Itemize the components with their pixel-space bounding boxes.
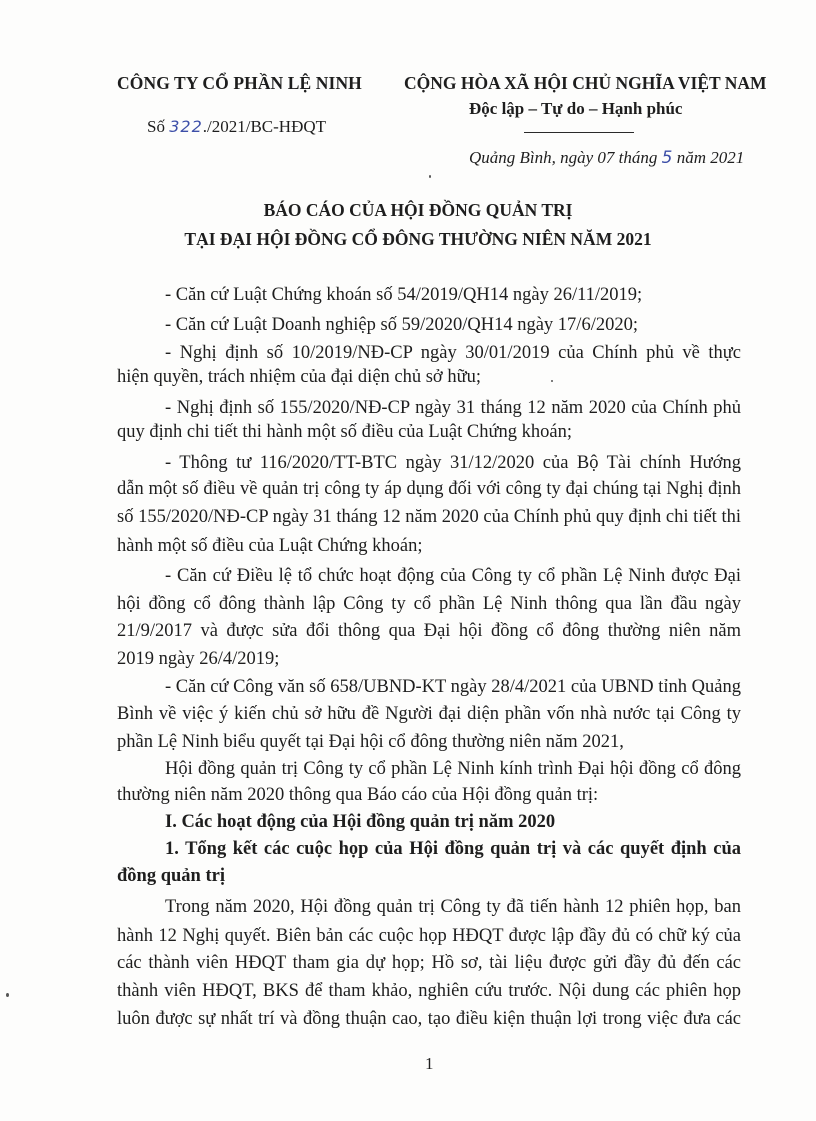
body-line: hành 12 Nghị quyết. Biên bản các cuộc họp HĐQT được lập đầy đủ có chữ ký của bbox=[117, 926, 741, 946]
company-name: CÔNG TY CỔ PHẦN LỆ NINH bbox=[117, 73, 362, 93]
page-number: 1 bbox=[425, 1054, 434, 1073]
body-line: Bình về việc ý kiến chủ sở hữu đề Người đại diện phần vốn nhà nước tại Công ty bbox=[117, 704, 741, 724]
report-title-line-1: BÁO CÁO CỦA HỘI ĐỒNG QUẢN TRỊ bbox=[263, 200, 573, 220]
body-line: Trong năm 2020, Hội đồng quản trị Công ty đã tiến hành 12 phiên họp, ban bbox=[165, 897, 741, 917]
body-line: các thành viên HĐQT tham gia dự họp; Hồ sơ, tài liệu được gửi đầy đủ đến các bbox=[117, 953, 741, 973]
place-and-date bbox=[469, 148, 744, 168]
subsection-heading-continued: đồng quản trị bbox=[117, 866, 225, 886]
body-line: hội đồng cổ đông thành lập Công ty cổ phần Lệ Ninh thông qua lần đầu ngày bbox=[117, 594, 741, 614]
scan-speck bbox=[6, 993, 9, 997]
body-line: luôn được sự nhất trí và đồng thuận cao, tạo điều kiện thuận lợi trong việc đưa các bbox=[117, 1009, 741, 1029]
doc-number-suffix: ./2021/BC-HĐQT bbox=[202, 117, 327, 136]
body-line: 21/9/2017 và được sửa đổi thông qua Đại hội đồng cổ đông thường niên năm bbox=[117, 621, 741, 641]
body-line: số 155/2020/NĐ-CP ngày 31 tháng 12 năm 2020 của Chính phủ quy định chi tiết thi bbox=[117, 507, 741, 527]
section-heading: I. Các hoạt động của Hội đồng quản trị năm 2020 bbox=[165, 812, 556, 832]
body-line: - Nghị định số 155/2020/NĐ-CP ngày 31 tháng 12 năm 2020 của Chính phủ bbox=[165, 398, 741, 418]
report-title-line-2: TẠI ĐẠI HỘI ĐỒNG CỔ ĐÔNG THƯỜNG NIÊN NĂM 2021 bbox=[184, 229, 652, 249]
body-line: - Thông tư 116/2020/TT-BTC ngày 31/12/2020 của Bộ Tài chính Hướng bbox=[165, 453, 741, 473]
date-prefix: Quảng Bình, ngày 07 tháng bbox=[469, 148, 662, 167]
document-number bbox=[147, 117, 326, 137]
body-line: Hội đồng quản trị Công ty cổ phần Lệ Ninh kính trình Đại hội đồng cổ đông bbox=[165, 759, 741, 779]
body-line: - Căn cứ Công văn số 658/UBND-KT ngày 28/4/2021 của UBND tỉnh Quảng bbox=[165, 677, 741, 697]
body-line: thành viên HĐQT, BKS để tham khảo, nghiên cứu trước. Nội dung các phiên họp bbox=[117, 981, 741, 1001]
body-line: hiện quyền, trách nhiệm của đại diện chủ sở hữu; bbox=[117, 367, 482, 387]
body-line: quy định chi tiết thi hành một số điều của Luật Chứng khoán; bbox=[117, 422, 572, 442]
body-line: dẫn một số điều về quản trị công ty áp dụng đối với công ty đại chúng tại Nghị định bbox=[117, 479, 741, 499]
national-motto: Độc lập – Tự do – Hạnh phúc bbox=[469, 99, 683, 118]
body-line: phần Lệ Ninh biểu quyết tại Đại hội cổ đông thường niên năm 2021, bbox=[117, 732, 624, 752]
scan-speck bbox=[551, 380, 553, 382]
subsection-heading: 1. Tổng kết các cuộc họp của Hội đồng quản trị và các quyết định của bbox=[165, 839, 741, 859]
body-line: - Căn cứ Điều lệ tổ chức hoạt động của Công ty cổ phần Lệ Ninh được Đại bbox=[165, 566, 741, 586]
date-month-handwritten: 5 bbox=[661, 148, 673, 168]
doc-number-prefix: Số bbox=[147, 117, 170, 136]
motto-underline bbox=[524, 132, 634, 133]
body-line: thường niên năm 2020 thông qua Báo cáo của Hội đồng quản trị: bbox=[117, 785, 599, 805]
body-line: hành một số điều của Luật Chứng khoán; bbox=[117, 536, 423, 556]
body-line: - Nghị định số 10/2019/NĐ-CP ngày 30/01/2019 của Chính phủ về thực bbox=[165, 343, 741, 363]
doc-number-handwritten: 322 bbox=[169, 117, 203, 136]
republic-heading: CỘNG HÒA XÃ HỘI CHỦ NGHĨA VIỆT NAM bbox=[404, 73, 767, 93]
body-line: - Căn cứ Luật Doanh nghiệp số 59/2020/QH14 ngày 17/6/2020; bbox=[165, 315, 638, 335]
body-line: 2019 ngày 26/4/2019; bbox=[117, 649, 280, 669]
body-line: - Căn cứ Luật Chứng khoán số 54/2019/QH14 ngày 26/11/2019; bbox=[165, 285, 643, 305]
date-suffix: năm 2021 bbox=[672, 148, 745, 167]
scan-speck bbox=[429, 175, 431, 178]
